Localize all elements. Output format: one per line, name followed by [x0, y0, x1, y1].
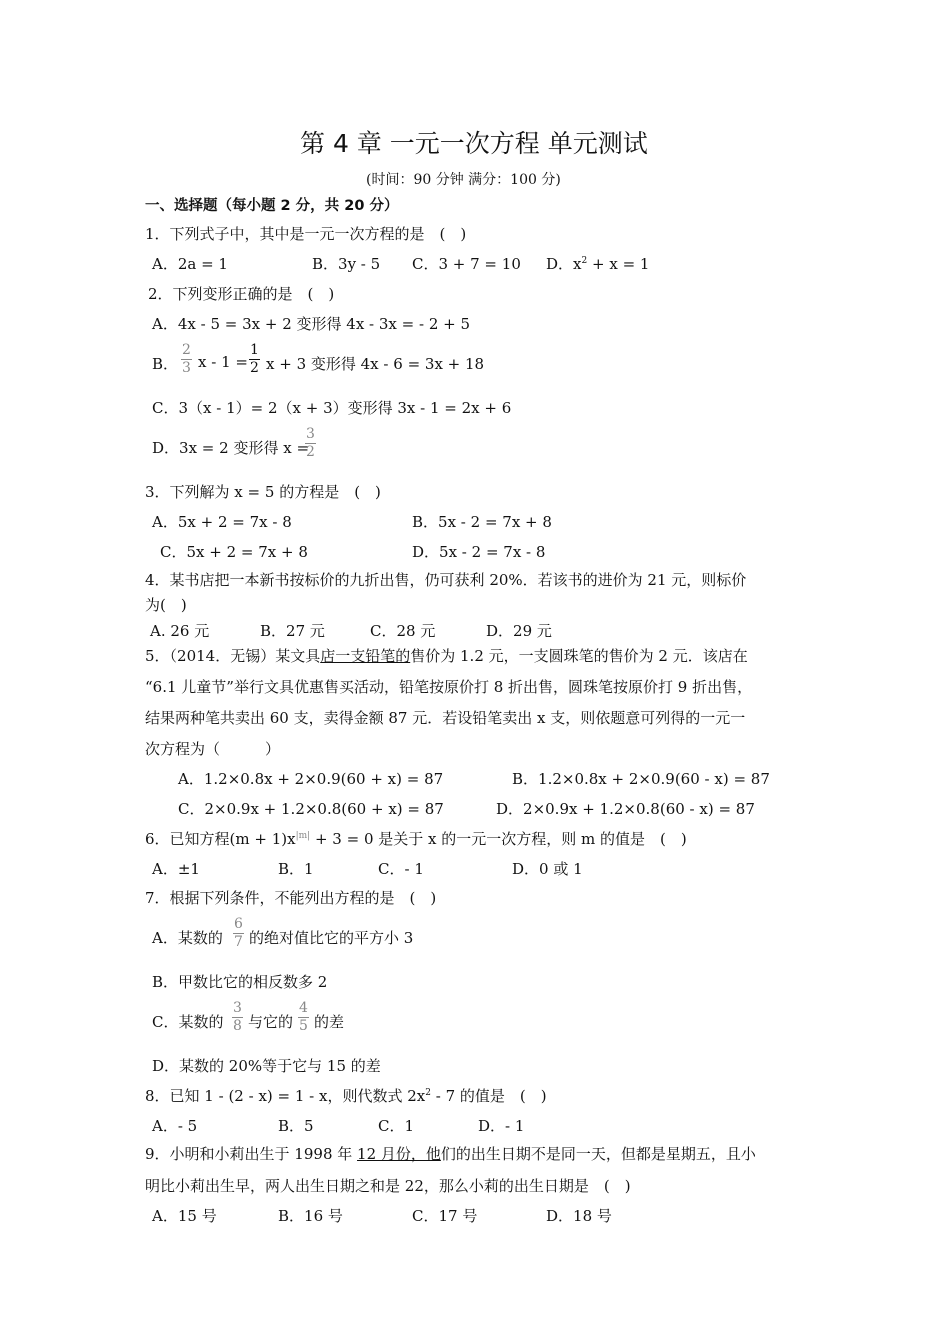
page-title: 第 4 章 一元一次方程 单元测试 — [300, 129, 648, 158]
q4-option-a: A. 26 元 — [150, 622, 210, 640]
q2-b-fraction-1: 2 3 — [182, 342, 191, 376]
q7-c-fraction-1: 3 8 — [233, 1000, 242, 1034]
q5-option-c: C．2×0.9x + 1.2×0.8(60 + x) = 87 — [178, 800, 444, 818]
question-4-line-2: 为( ) — [145, 596, 187, 614]
q4-option-d: D．29 元 — [486, 622, 552, 640]
q2-option-b-mid: x - 1 = — [198, 353, 248, 371]
question-5-line-2: “6.1 儿童节”举行文具优惠售买活动，铅笔按原价打 8 折出售，圆珠笔按原价打 9 折出售， — [145, 678, 753, 696]
q7-option-b: B．甲数比它的相反数多 2 — [152, 973, 328, 991]
question-2-stem: 2．下列变形正确的是 ( ) — [148, 285, 335, 303]
q7-option-a-label: A．某数的 — [152, 929, 223, 947]
question-5-line-4: 次方程为（ ） — [145, 740, 281, 758]
question-3-stem: 3．下列解为 x = 5 的方程是 ( ) — [145, 483, 381, 501]
q9-option-a: A．15 号 — [152, 1207, 217, 1225]
question-4-line-1: 4．某书店把一本新书按标价的九折出售，仍可获利 20%．若该书的进价为 21 元，则标价 — [145, 571, 747, 589]
q8-option-b: B．5 — [278, 1117, 314, 1135]
q3-option-a: A．5x + 2 = 7x - 8 — [152, 513, 292, 531]
exam-info: (时间：90 分钟 满分：100 分) — [366, 172, 561, 188]
q7-option-a-post: 的绝对值比它的平方小 3 — [249, 929, 414, 947]
q9-option-b: B．16 号 — [278, 1207, 343, 1225]
question-1-stem: 1．下列式子中，其中是一元一次方程的是 ( ) — [145, 225, 467, 243]
q1-option-a: A．2a = 1 — [152, 255, 228, 273]
q9-option-c: C．17 号 — [412, 1207, 478, 1225]
question-5-line-1: 5．（2014．无锡）某文具店一支铅笔的售价为 1.2 元，一支圆珠笔的售价为 2 元．该店在 — [145, 647, 748, 665]
section-heading: 一、选择题（每小题 2 分，共 20 分） — [145, 198, 399, 214]
q2-option-b-post: x + 3 变形得 4x - 6 = 3x + 18 — [266, 355, 485, 373]
q8-option-a: A．- 5 — [152, 1117, 198, 1135]
q9-option-d: D．18 号 — [546, 1207, 612, 1225]
q2-option-c: C．3（x - 1）= 2（x + 3）变形得 3x - 1 = 2x + 6 — [152, 399, 512, 417]
q3-option-b: B．5x - 2 = 7x + 8 — [412, 513, 552, 531]
q3-option-c: C．5x + 2 = 7x + 8 — [160, 543, 308, 561]
q7-c-fraction-2: 4 5 — [299, 1000, 308, 1034]
question-7-stem: 7．根据下列条件，不能列出方程的是 ( ) — [145, 889, 437, 907]
q4-option-b: B．27 元 — [260, 622, 325, 640]
q6-option-c: C．- 1 — [378, 860, 424, 878]
q5-option-a: A．1.2×0.8x + 2×0.9(60 + x) = 87 — [178, 770, 444, 788]
q8-option-d: D．- 1 — [478, 1117, 525, 1135]
q1-option-d: D．$x^2 + x = 1$ — [546, 255, 650, 273]
q7-a-fraction: 6 7 — [234, 916, 243, 950]
question-6-stem: 6．已知方程$(m + 1)x^{|m|} + 3 = 0$ 是关于 x 的一元一次方程，则 m 的值是 ( ) — [145, 830, 687, 848]
q2-option-b-label: B． — [152, 355, 179, 373]
q4-option-c: C．28 元 — [370, 622, 436, 640]
q5-option-d: D．2×0.9x + 1.2×0.8(60 - x) = 87 — [496, 800, 755, 818]
q2-b-fraction-2: 1 2 — [250, 342, 259, 376]
q1-option-c: C．3 + 7 = 10 — [412, 255, 521, 273]
q1-option-b: B．3y - 5 — [312, 255, 381, 273]
q7-option-c-label: C．某数的 — [152, 1013, 224, 1031]
question-8-stem: 8．已知 1 - (2 - x) = 1 - x，则代数式 $2x^2 - 7$ 的值是 ( ) — [145, 1087, 547, 1105]
q7-option-d: D．某数的 20%等于它与 15 的差 — [152, 1057, 381, 1075]
q7-option-c-post: 的差 — [314, 1013, 345, 1031]
q6-option-a: A．±1 — [152, 860, 200, 878]
q5-option-b: B．1.2×0.8x + 2×0.9(60 - x) = 87 — [512, 770, 770, 788]
question-9-line-1: 9．小明和小莉出生于 1998 年 12 月份，他们的出生日期不是同一天，但都是星期五，且小 — [145, 1145, 756, 1163]
q3-option-d: D．5x - 2 = 7x - 8 — [412, 543, 546, 561]
question-5-line-3: 结果两种笔共卖出 60 支，卖得金额 87 元．若设铅笔卖出 x 支，则依题意可列得的一元一 — [145, 709, 746, 727]
question-9-line-2: 明比小莉出生早，两人出生日期之和是 22，那么小莉的出生日期是 ( ) — [145, 1177, 631, 1195]
q2-option-d: D．3x = 2 变形得 x = — [152, 439, 310, 457]
q7-option-c-mid: 与它的 — [248, 1013, 294, 1031]
q6-option-d: D．0 或 1 — [512, 860, 583, 878]
q8-option-c: C．1 — [378, 1117, 415, 1135]
q2-d-fraction: 3 2 — [306, 426, 315, 460]
q2-option-a: A．4x - 5 = 3x + 2 变形得 4x - 3x = - 2 + 5 — [152, 315, 471, 333]
q6-option-b: B．1 — [278, 860, 314, 878]
